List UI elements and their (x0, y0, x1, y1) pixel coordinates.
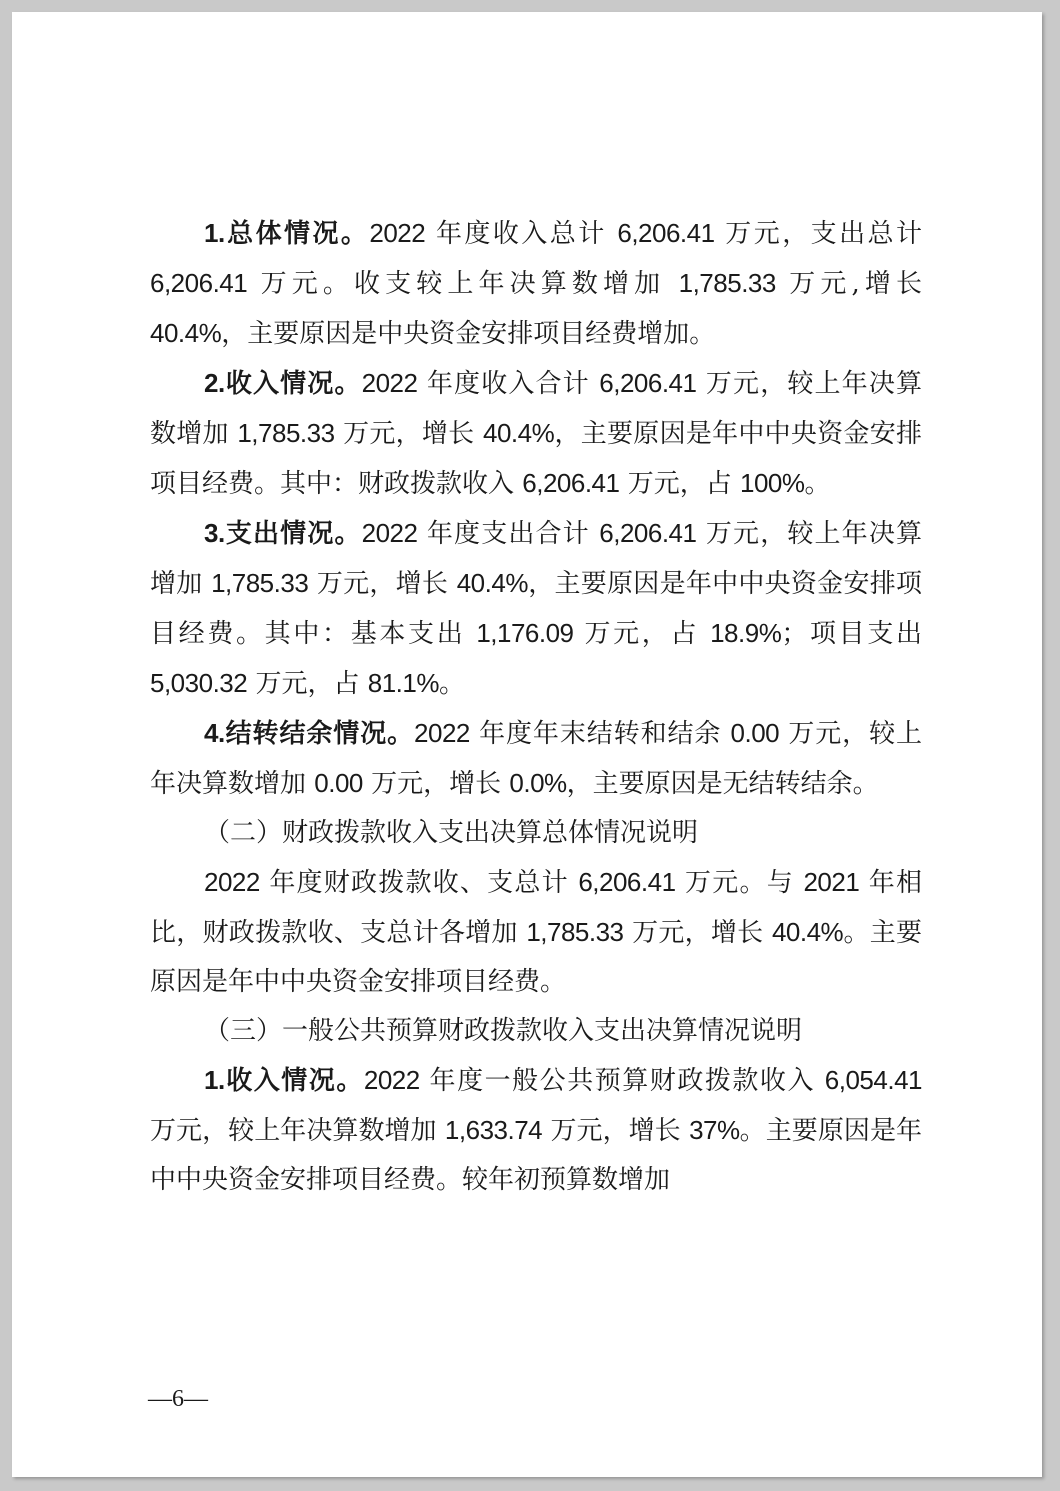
section-title-3: （三）一般公共预算财政拨款收入支出决算情况说明 (204, 1016, 803, 1046)
paragraph-fiscal-total: 2022 年度财政拨款收、支总计 6,206.41 万元。与 2021 年相比，财政拨款收、支总计各增加 1,785.33 万元，增长 40.4%。主要原因是年中中央资金安排项目经费。 (150, 867, 923, 997)
section-title-2: （二）财政拨款收入支出决算总体情况说明 (204, 818, 699, 848)
heading-overall: 1.总体情况。 (204, 218, 370, 249)
heading-carryover: 4.结转结余情况。 (204, 718, 415, 749)
text-general-income: 2022 年度一般公共预算财政拨款收入 6,054.41 万元，较上年决算数增加 1,633.74 万元，增长 37%。主要原因是年中中央资金安排项目经费。较年初预算数增加 (150, 1065, 922, 1195)
paragraph-overall (150, 209, 922, 359)
text-income: 2022 年度收入合计 6,206.41 万元，较上年决算数增加 1,785.33 万元，增长 40.4%，主要原因是年中中央资金安排项目经费。其中：财政拨款收入 6,206.41 万元，占 100%。 (150, 368, 922, 499)
text-overall: 2022 年度收入总计 6,206.41 万元，支出总计 6,206.41 万元。收支较上年决算数增加 1,785.33 万元,增长 40.4%，主要原因是中央资金安排项目经费增加。 (150, 218, 922, 349)
text-carryover: 2022 年度年末结转和结余 0.00 万元，较上年决算数增加 0.00 万元，增长 0.0%，主要原因是无结转结余。 (150, 718, 922, 799)
paragraph-income (150, 359, 922, 509)
heading-income: 2.收入情况。 (204, 368, 362, 399)
heading-expenditure: 3.支出情况。 (204, 518, 362, 549)
text-expenditure: 2022 年度支出合计 6,206.41 万元，较上年决算增加 1,785.33 万元，增长 40.4%，主要原因是年中中央资金安排项目经费。其中：基本支出 1,176.09 万元，占 18.9%；项目支出 5,030.32 万元，占 81.1%。 (150, 518, 923, 699)
document-page (12, 12, 1042, 1477)
paragraph-expenditure (150, 509, 922, 709)
paragraph-general-income (150, 1056, 922, 1205)
page-number: —6— (148, 1386, 208, 1412)
heading-general-income: 1.收入情况。 (204, 1065, 364, 1096)
paragraph-carryover (150, 709, 922, 809)
body-text (150, 209, 922, 1205)
